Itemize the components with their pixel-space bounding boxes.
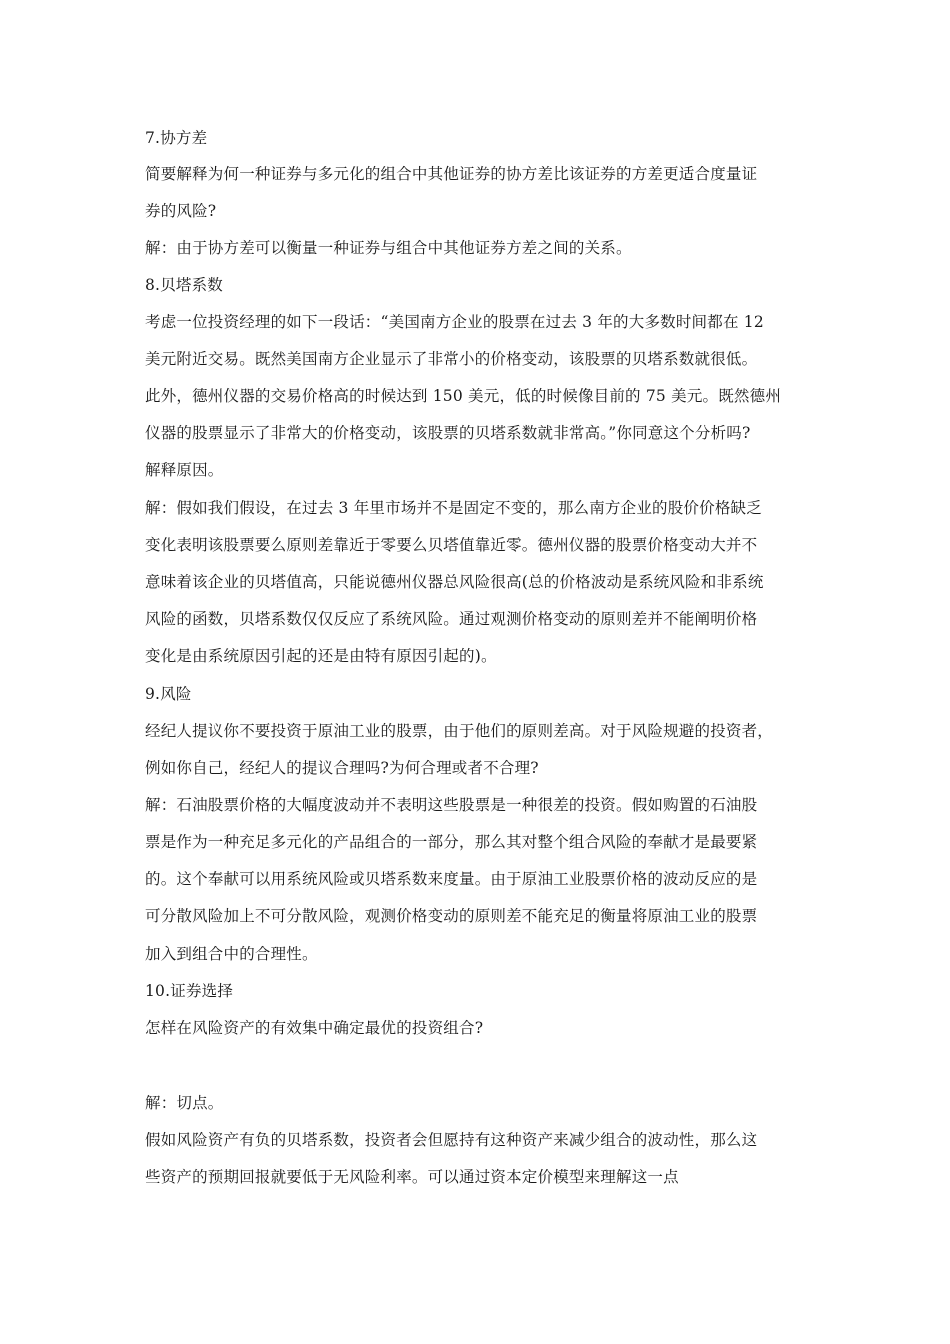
answer-text: 可分散风险加上不可分散风险，观测价格变动的原则差不能充足的衡量将原油工业的股票 [145,907,758,925]
question-text: 考虑一位投资经理的如下一段话：“美国南方企业的股票在过去 3 年的大多数时间都在 12 [145,313,764,331]
question-text: 美元附近交易。既然美国南方企业显示了非常小的价格变动，该股票的贝塔系数就很低。 [145,350,758,368]
answer-text: 意味着该企业的贝塔值高，只能说德州仪器总风险很高(总的价格波动是系统风险和非系统 [145,573,764,591]
question-text: 此外，德州仪器的交易价格高的时候达到 150 美元，低的时候像目前的 75 美元。既然德州 [145,387,782,405]
question-text: 简要解释为何一种证券与多元化的组合中其他证券的协方差比该证券的方差更适合度量证 [145,165,758,183]
section-heading-risk: 9.风险 [145,685,192,703]
answer-text: 票是作为一种充足多元化的产品组合的一部分，那么其对整个组合风险的奉献才是最要紧 [145,833,758,851]
question-text: 券的风险? [145,202,217,220]
answer-text: 些资产的预期回报就要低于无风险利率。可以通过资本定价模型来理解这一点 [145,1168,679,1186]
answer-text: 加入到组合中的合理性。 [145,945,318,963]
answer-text: 假如风险资产有负的贝塔系数，投资者会但愿持有这种资产来减少组合的波动性，那么这 [145,1131,758,1149]
question-text: 怎样在风险资产的有效集中确定最优的投资组合? [145,1019,484,1037]
section-heading-beta: 8.贝塔系数 [145,276,223,294]
answer-text: 解：假如我们假设，在过去 3 年里市场并不是固定不变的，那么南方企业的股价价格缺乏 [145,499,762,517]
question-text: 仪器的股票显示了非常大的价格变动，该股票的贝塔系数就非常高。”你同意这个分析吗? [145,424,751,442]
answer-text: 风险的函数，贝塔系数仅仅反应了系统风险。通过观测价格变动的原则差并不能阐明价格 [145,610,758,628]
answer-text: 变化表明该股票要么原则差靠近于零要么贝塔值靠近零。德州仪器的股票价格变动大并不 [145,536,758,554]
answer-text: 解：石油股票价格的大幅度波动并不表明这些股票是一种很差的投资。假如购置的石油股 [145,796,758,814]
section-heading-security-selection: 10.证券选择 [145,982,234,1000]
answer-text: 的。这个奉献可以用系统风险或贝塔系数来度量。由于原油工业股票价格的波动反应的是 [145,870,758,888]
answer-text: 解：由于协方差可以衡量一种证券与组合中其他证券方差之间的关系。 [145,239,632,257]
answer-text: 解：切点。 [145,1094,224,1112]
answer-text: 变化是由系统原因引起的还是由特有原因引起的)。 [145,647,497,665]
question-text: 例如你自己，经纪人的提议合理吗?为何合理或者不合理? [145,759,539,777]
question-text: 解释原因。 [145,461,224,479]
section-heading-covariance: 7.协方差 [145,129,208,147]
question-text: 经纪人提议你不要投资于原油工业的股票，由于他们的原则差高。对于风险规避的投资者， [145,722,774,740]
